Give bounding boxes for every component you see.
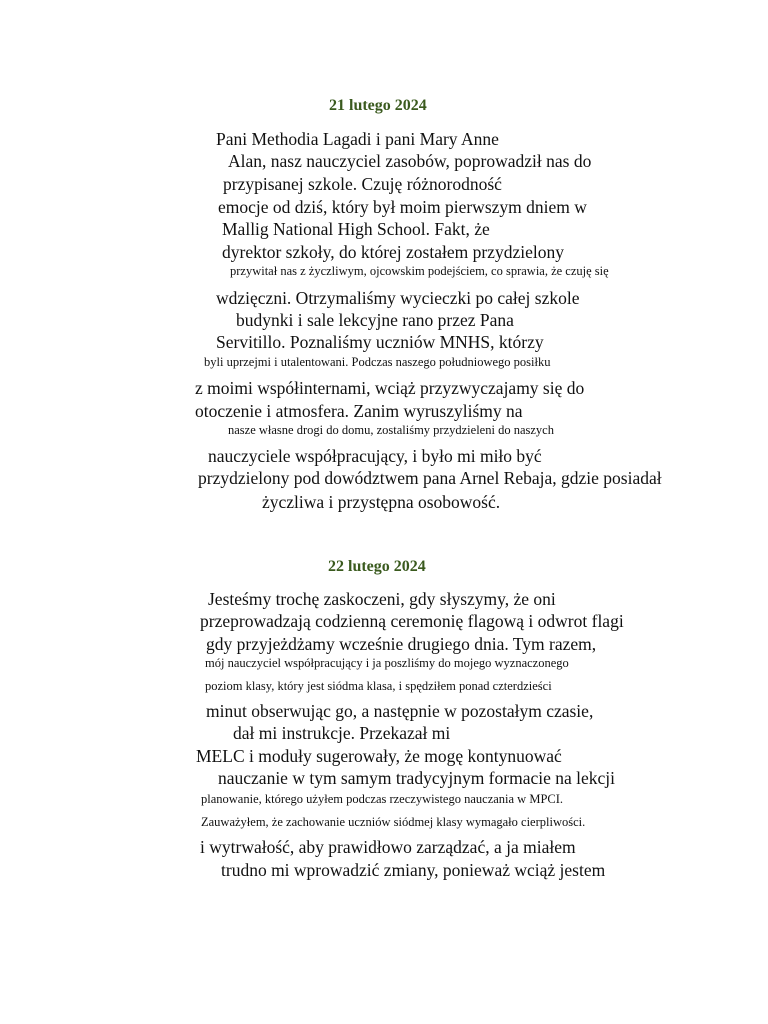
entry-line: Alan, nasz nauczyciel zasobów, poprowadził nas do bbox=[228, 151, 592, 171]
entry-line: budynki i sale lekcyjne rano przez Pana bbox=[236, 310, 514, 330]
entry-line: otoczenie i atmosfera. Zanim wyruszyliśmy na bbox=[195, 401, 523, 421]
entry-line: gdy przyjeżdżamy wcześnie drugiego dnia. Tym razem, bbox=[206, 634, 597, 654]
entry-line: Mallig National High School. Fakt, że bbox=[222, 219, 490, 239]
entry-line: Jesteśmy trochę zaskoczeni, gdy słyszymy, że oni bbox=[208, 589, 556, 609]
entry-line: Servitillo. Poznaliśmy uczniów MNHS, którzy bbox=[216, 332, 544, 352]
entry-line: wdzięczni. Otrzymaliśmy wycieczki po całej szkole bbox=[216, 288, 580, 308]
entry-line: emocje od dziś, który był moim pierwszym dniem w bbox=[218, 197, 587, 217]
entry-line: dał mi instrukcje. Przekazał mi bbox=[233, 723, 451, 743]
entry-line: Pani Methodia Lagadi i pani Mary Anne bbox=[216, 129, 499, 149]
entry-line: byli uprzejmi i utalentowani. Podczas naszego południowego posiłku bbox=[204, 355, 551, 369]
entry-line: przywitał nas z życzliwym, ojcowskim podejściem, co sprawia, że czuję się bbox=[230, 264, 609, 278]
entry-date: 21 lutego 2024 bbox=[329, 97, 427, 114]
entry-line: z moimi współinternami, wciąż przyzwyczajamy się do bbox=[195, 378, 585, 398]
entry-date: 22 lutego 2024 bbox=[328, 558, 426, 575]
entry-line: poziom klasy, który jest siódma klasa, i spędziłem ponad czterdzieści bbox=[205, 679, 552, 693]
entry-line: przydzielony pod dowództwem pana Arnel Rebaja, gdzie posiadał bbox=[198, 468, 662, 488]
entry-line: nauczyciele współpracujący, i było mi miło być bbox=[208, 446, 542, 466]
entry-line: mój nauczyciel współpracujący i ja poszliśmy do mojego wyznaczonego bbox=[205, 656, 569, 670]
entry-line: przypisanej szkole. Czuję różnorodność bbox=[223, 174, 502, 194]
entry-line: Zauważyłem, że zachowanie uczniów siódmej klasy wymagało cierpliwości. bbox=[201, 815, 586, 829]
entry-line: trudno mi wprowadzić zmiany, ponieważ wciąż jestem bbox=[221, 860, 606, 880]
entry-line: życzliwa i przystępna osobowość. bbox=[262, 492, 501, 512]
entry-line: minut obserwując go, a następnie w pozostałym czasie, bbox=[206, 701, 594, 721]
entry-line: MELC i moduły sugerowały, że mogę kontynuować bbox=[196, 746, 562, 766]
entry-line: nasze własne drogi do domu, zostaliśmy przydzieleni do naszych bbox=[228, 423, 554, 437]
entry-line: dyrektor szkoły, do której zostałem przydzielony bbox=[222, 242, 564, 262]
entry-line: przeprowadzają codzienną ceremonię flagową i odwrot flagi bbox=[200, 611, 624, 631]
entry-line: nauczanie w tym samym tradycyjnym formacie na lekcji bbox=[218, 768, 616, 788]
entry-line: i wytrwałość, aby prawidłowo zarządzać, a ja miałem bbox=[200, 837, 576, 857]
entry-line: planowanie, którego użyłem podczas rzeczywistego nauczania w MPCI. bbox=[201, 792, 564, 806]
